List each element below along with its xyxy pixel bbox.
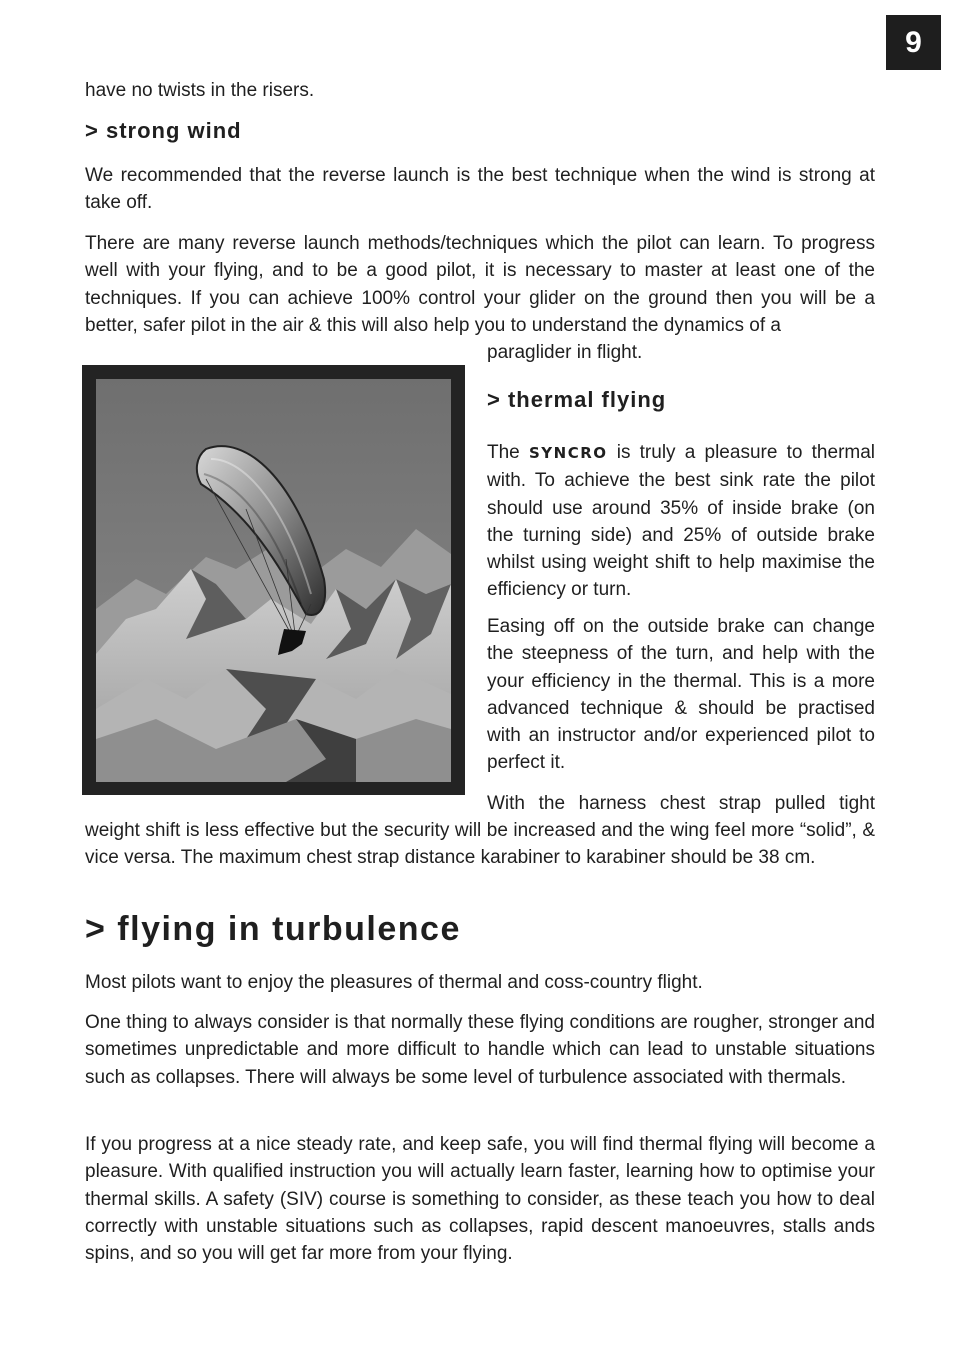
paraglider-photo — [82, 365, 465, 795]
syncro-brand-name: SYNCRO — [528, 444, 608, 462]
strong-wind-paragraph-2-end: paraglider in flight. — [487, 342, 643, 363]
flying-in-turbulence-heading: > flying in turbulence — [85, 910, 461, 948]
the-word: The — [487, 442, 520, 463]
paraglider-over-mountains-photo — [96, 379, 451, 782]
intro-fragment: have no twists in the risers. — [85, 80, 315, 101]
thermal-flying-paragraph-2: Easing off on the outside brake can change the steepness of the turn, and help with the your efficiency in the thermal. This is a more advanced technique & should be practised with an instructor and/or experienced pilot to perfect it. — [487, 616, 875, 774]
strong-wind-paragraph-2: There are many reverse launch methods/techniques which the pilot can learn. To progress well with your flying, and to be a good pilot, it is necessary to master at least one of the techniques. If you can achieve 100% control your glider on the ground then you will be a better, safer pilot in the air & this will also help you to understand the dynamics of a — [85, 233, 875, 336]
thermal-flying-paragraph-1 — [487, 439, 875, 604]
turbulence-paragraph-2: One thing to always consider is that normally these flying conditions are rougher, stronger and sometimes unpredictable and more difficult to handle which can lead to unstable situations such as collapses. There will always be some level of turbulence associated with thermals. — [85, 1012, 875, 1088]
strong-wind-heading: > strong wind — [85, 118, 242, 143]
thermal-flying-paragraph-3-start: With the harness chest strap pulled tight — [487, 793, 875, 814]
turbulence-paragraph-1: Most pilots want to enjoy the pleasures of thermal and coss-country flight. — [85, 972, 703, 993]
thermal-flying-paragraph-3-rest: weight shift is less effective but the security will be increased and the wing feel more “solid”, & vice versa. The maximum chest strap distance karabiner to karabiner should be 38 cm. — [85, 820, 875, 869]
thermal-flying-paragraph-1-rest: is truly a pleasure to thermal with. To achieve the best sink rate the pilot should use around 35% of inside brake (on the turning side) and 25% of outside brake whilst using weight shift to help maximise the efficiency or turn. — [487, 442, 876, 601]
page-number-badge: 9 — [886, 15, 941, 70]
strong-wind-paragraph-1: We recommended that the reverse launch is the best technique when the wind is strong at take off. — [85, 165, 875, 214]
turbulence-paragraph-3: If you progress at a nice steady rate, and keep safe, you will find thermal flying will become a pleasure. With qualified instruction you will actually learn faster, learning how to optimise your thermal skills. A safety (SIV) course is something to consider, as these teach you how to deal correctly with unstable situations such as collapses, rapid descent manoeuvres, stalls ands spins, and so you will get far more from your flying. — [85, 1134, 875, 1265]
thermal-flying-heading: > thermal flying — [487, 387, 667, 412]
